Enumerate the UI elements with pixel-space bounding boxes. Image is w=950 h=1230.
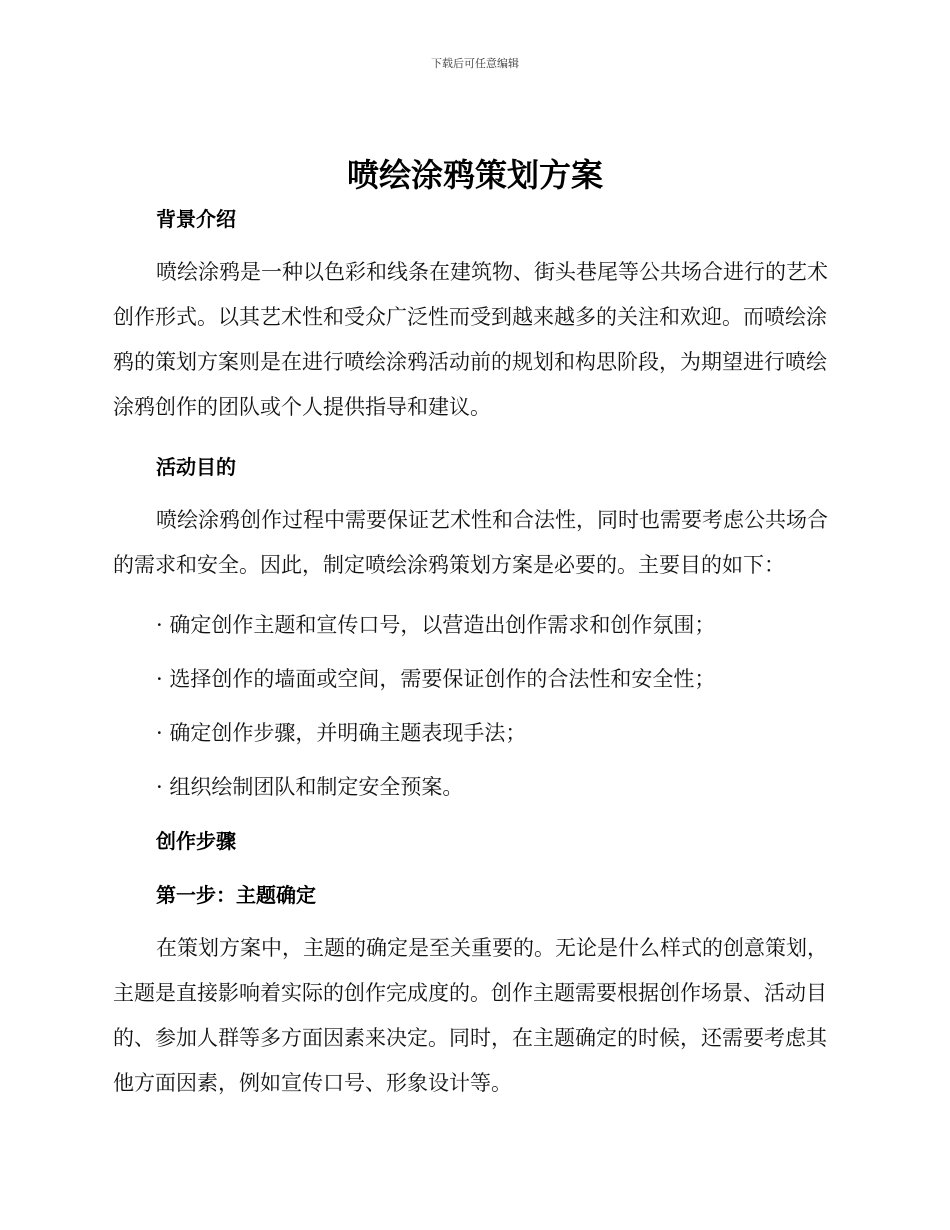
- spacer: [113, 236, 833, 250]
- spacer: [113, 696, 833, 716]
- purpose-bullet-1: · 确定创作主题和宣传口号，以营造出创作需求和创作氛围；: [156, 613, 716, 637]
- spacer: [113, 912, 833, 926]
- header-note: 下载后可任意编辑: [431, 57, 519, 70]
- spacer: [113, 858, 833, 878]
- spacer: [113, 804, 833, 824]
- purpose-bullet-2: · 选择创作的墙面或空间，需要保证创作的合法性和安全性；: [156, 667, 716, 691]
- spacer: [113, 484, 833, 498]
- background-paragraph: 喷绘涂鸦是一种以色彩和线条在建筑物、街头巷尾等公共场合进行的艺术创作形式。以其艺术性和受众广泛性而受到越来越多的关注和欢迎。而喷绘涂鸦的策划方案则是在进行喷绘涂鸦活动前的规划和构思阶段，为期望进行喷绘涂鸦创作的团队或个人提供指导和建议。: [113, 260, 828, 419]
- section-heading-steps: 创作步骤: [156, 829, 236, 853]
- spacer: [113, 642, 833, 662]
- purpose-paragraph: 喷绘涂鸦创作过程中需要保证艺术性和合法性，同时也需要考虑公共场合的需求和安全。因此，制定喷绘涂鸦策划方案是必要的。主要目的如下：: [113, 508, 828, 577]
- page-title: 喷绘涂鸦策划方案: [346, 156, 603, 194]
- section-heading-background: 背景介绍: [156, 207, 236, 231]
- spacer: [113, 750, 833, 770]
- step1-paragraph: 在策划方案中，主题的确定是至关重要的。无论是什么样式的创意策划，主题是直接影响着实际的创作完成度的。创作主题需要根据创作场景、活动目的、参加人群等多方面因素来决定。同时，在主题确定的时候，还需要考虑其他方面因素，例如宣传口号、形象设计等。: [113, 936, 828, 1095]
- purpose-bullet-4: · 组织绘制团队和制定安全预案。: [156, 775, 464, 799]
- spacer: [113, 430, 833, 450]
- section-heading-purpose: 活动目的: [156, 455, 236, 479]
- step1-heading: 第一步：主题确定: [156, 883, 316, 907]
- purpose-bullet-3: · 确定创作步骤，并明确主题表现手法；: [156, 721, 527, 745]
- document-body: [113, 202, 833, 1106]
- spacer: [113, 588, 833, 608]
